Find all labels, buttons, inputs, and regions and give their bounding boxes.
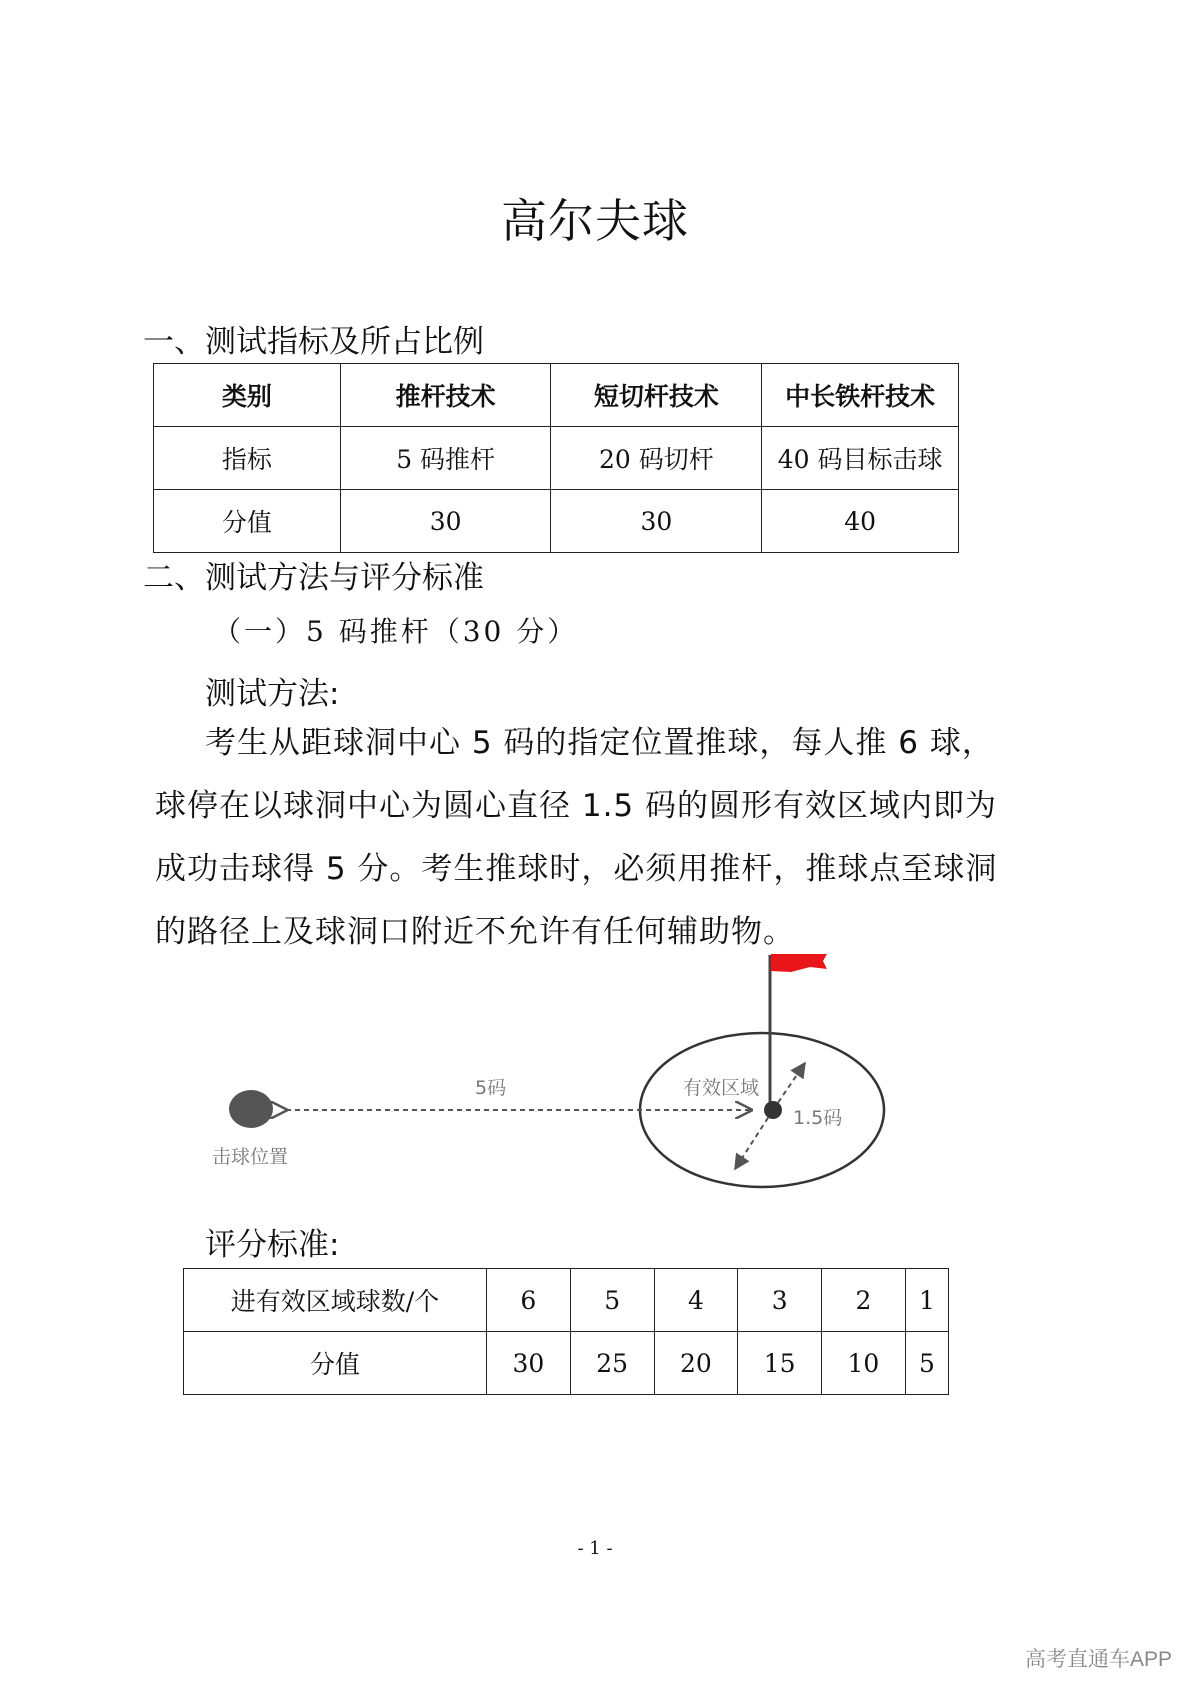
table-cell: 20 <box>654 1332 738 1395</box>
subsection-heading: （一）5 码推杆（30 分） <box>213 615 579 648</box>
section-1-heading: 一、测试指标及所占比例 <box>143 324 484 360</box>
table-cell: 25 <box>570 1332 654 1395</box>
flag-icon <box>771 954 827 972</box>
table-row <box>154 364 959 427</box>
table-cell: 分值 <box>154 490 341 553</box>
method-line: 球停在以球洞中心为圆心直径 1.5 码的圆形有效区域内即为 <box>155 788 998 824</box>
golf-ball-icon <box>229 1090 273 1128</box>
table-cell: 20 码切杆 <box>551 427 762 490</box>
hole-icon <box>764 1101 782 1119</box>
table-cell: 5 <box>905 1332 948 1395</box>
method-line: 成功击球得 5 分。考生推球时，必须用推杆，推球点至球洞 <box>155 851 998 887</box>
table-row <box>184 1269 949 1332</box>
distance-label: 5码 <box>475 1077 507 1099</box>
diameter-label: 1.5码 <box>793 1107 843 1129</box>
table-cell: 4 <box>654 1269 738 1332</box>
page-number: - 1 - <box>577 1538 613 1559</box>
table-cell: 5 码推杆 <box>340 427 551 490</box>
start-position-label: 击球位置 <box>212 1146 289 1168</box>
table-cell: 15 <box>738 1332 822 1395</box>
table-row <box>184 1332 949 1395</box>
table-cell: 1 <box>905 1269 948 1332</box>
table-row <box>154 427 959 490</box>
table-cell: 30 <box>340 490 551 553</box>
table-row <box>154 490 959 553</box>
table-cell: 指标 <box>154 427 341 490</box>
table-header-cell: 中长铁杆技术 <box>762 364 959 427</box>
table-cell: 10 <box>822 1332 906 1395</box>
scoring-label: 评分标准: <box>205 1227 340 1263</box>
table-cell: 40 <box>762 490 959 553</box>
table-cell: 30 <box>487 1332 571 1395</box>
method-line: 的路径上及球洞口附近不允许有任何辅助物。 <box>155 914 795 950</box>
indicator-table <box>153 363 959 553</box>
method-line: 考生从距球洞中心 5 码的指定位置推球，每人推 6 球， <box>205 725 994 761</box>
table-cell: 5 <box>570 1269 654 1332</box>
method-label: 测试方法: <box>205 676 340 712</box>
table-cell: 6 <box>487 1269 571 1332</box>
diameter-arrow-down <box>735 1110 773 1169</box>
table-cell: 进有效区域球数/个 <box>184 1269 487 1332</box>
page-title: 高尔夫球 <box>501 194 689 248</box>
table-header-cell: 推杆技术 <box>340 364 551 427</box>
method-paragraph <box>155 712 1055 964</box>
table-cell: 30 <box>551 490 762 553</box>
table-cell: 40 码目标击球 <box>762 427 959 490</box>
table-cell: 2 <box>822 1269 906 1332</box>
putting-diagram <box>200 950 920 1210</box>
scoring-table <box>183 1268 949 1395</box>
table-header-cell: 类别 <box>154 364 341 427</box>
table-header-cell: 短切杆技术 <box>551 364 762 427</box>
watermark: 高考直通车APP <box>1024 1648 1172 1671</box>
table-cell: 分值 <box>184 1332 487 1395</box>
table-cell: 3 <box>738 1269 822 1332</box>
zone-label: 有效区域 <box>683 1077 760 1099</box>
section-2-heading: 二、测试方法与评分标准 <box>143 560 484 596</box>
